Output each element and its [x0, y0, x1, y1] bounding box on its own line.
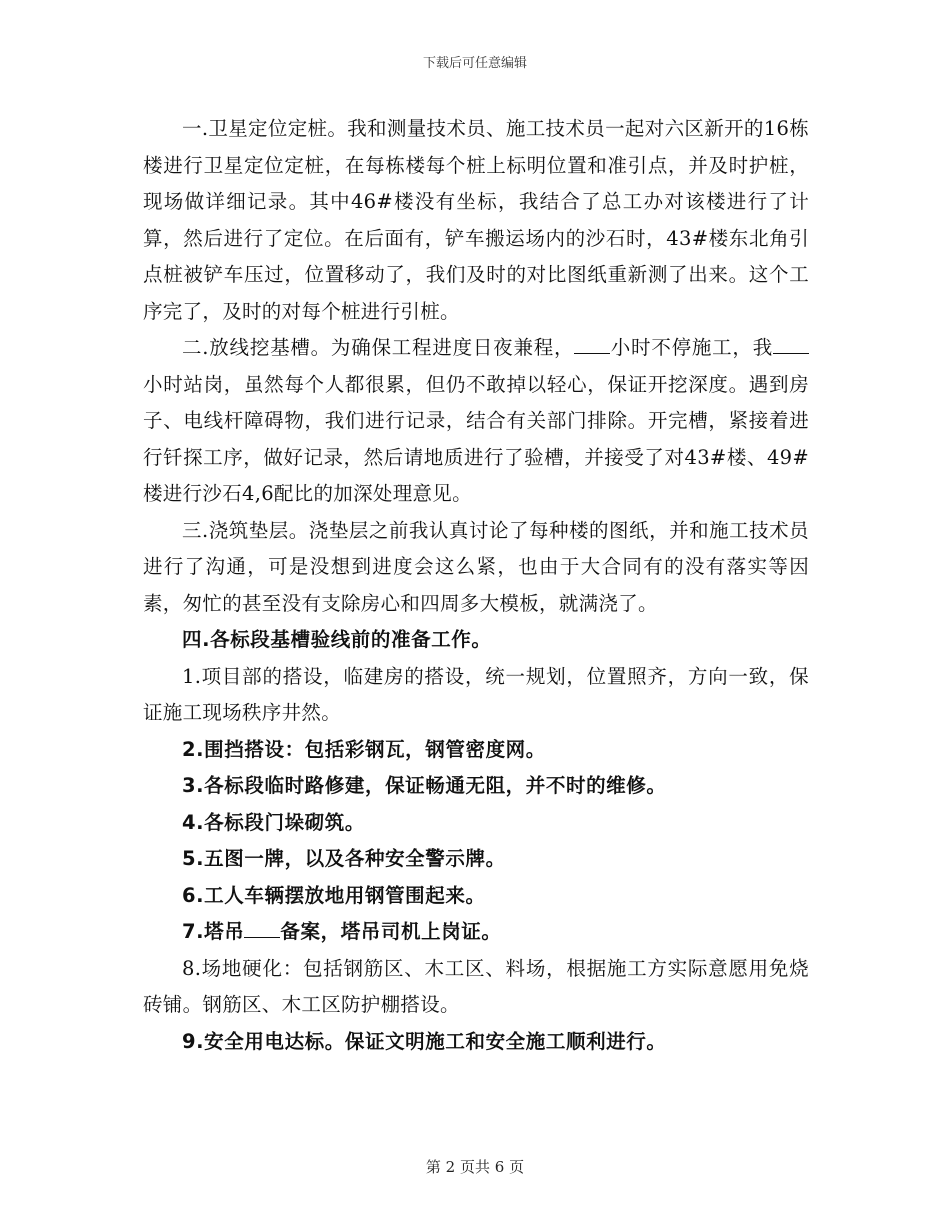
excavation-text-1: 二.放线挖基槽。为确保工程进度日夜兼程，	[182, 336, 575, 359]
list-item: 8.场地硬化：包括钢筋区、木工区、料场，根据施工方实际意愿用免烧砖铺。钢筋区、木工区防护棚搭设。	[143, 956, 809, 1016]
blank-line	[244, 919, 280, 938]
list-item: 1.项目部的搭设，临建房的搭设，统一规划，位置照齐，方向一致，保证施工现场秩序井然。	[143, 664, 809, 724]
excavation-text-2: 小时不停施工，我	[610, 336, 773, 359]
paragraph-excavation	[143, 330, 809, 513]
tower-crane-text-2: 备案，塔吊司机上岗证。	[280, 920, 502, 943]
paragraph-cushion-layer: 三.浇筑垫层。浇垫层之前我认真讨论了每种楼的图纸，并和施工技术员进行了沟通，可是没想到进度会这么紧，也由于大合同有的没有落实等因素，匆忙的甚至没有支除房心和四周多大模板，就满浇了。	[143, 518, 809, 615]
section-heading-preparation: 四.各标段基槽验线前的准备工作。	[182, 628, 492, 651]
list-item: 6.工人车辆摆放地用钢管围起来。	[182, 883, 486, 907]
list-item: 2.围挡搭设：包括彩钢瓦，钢管密度网。	[182, 737, 546, 761]
list-item	[143, 914, 809, 951]
blank-line	[574, 335, 610, 354]
paragraph-satellite-positioning: 一.卫星定位定桩。我和测量技术员、施工技术员一起对六区新开的16栋楼进行卫星定位定桩，在每栋楼每个桩上标明位置和准引点，并及时护桩，现场做详细记录。其中46#楼没有坐标，我结合了总工办对该楼进行了计算，然后进行了定位。在后面有，铲车搬运场内的沙石时，43#楼东北角引点桩被铲车压过，位置移动了，我们及时的对比图纸重新测了出来。这个工序完了，及时的对每个桩进行引桩。	[143, 117, 809, 323]
document-body	[143, 111, 809, 1060]
blank-line	[773, 335, 809, 354]
page-header: 下载后可任意编辑	[422, 56, 527, 71]
tower-crane-text-1: 7.塔吊	[182, 920, 245, 943]
list-item: 5.五图一牌，以及各种安全警示牌。	[182, 847, 506, 870]
list-item: 3.各标段临时路修建，保证畅通无阻，并不时的维修。	[182, 774, 667, 797]
excavation-text-3: 小时站岗，虽然每个人都很累，但仍不敢掉以轻心，保证开挖深度。遇到房子、电线杆障碍物，我们进行记录，结合有关部门排除。开完槽，紧接着进行钎探工序，做好记录，然后请地质进行了验槽，并接受了对43#楼、49#楼进行沙石4,6配比的加深处理意见。	[143, 372, 809, 505]
list-item: 9.安全用电达标。保证文明施工和安全施工顺利进行。	[182, 1029, 667, 1053]
list-item: 4.各标段门垛砌筑。	[182, 810, 365, 834]
page-footer: 第 2 页共 6 页	[425, 1158, 525, 1176]
